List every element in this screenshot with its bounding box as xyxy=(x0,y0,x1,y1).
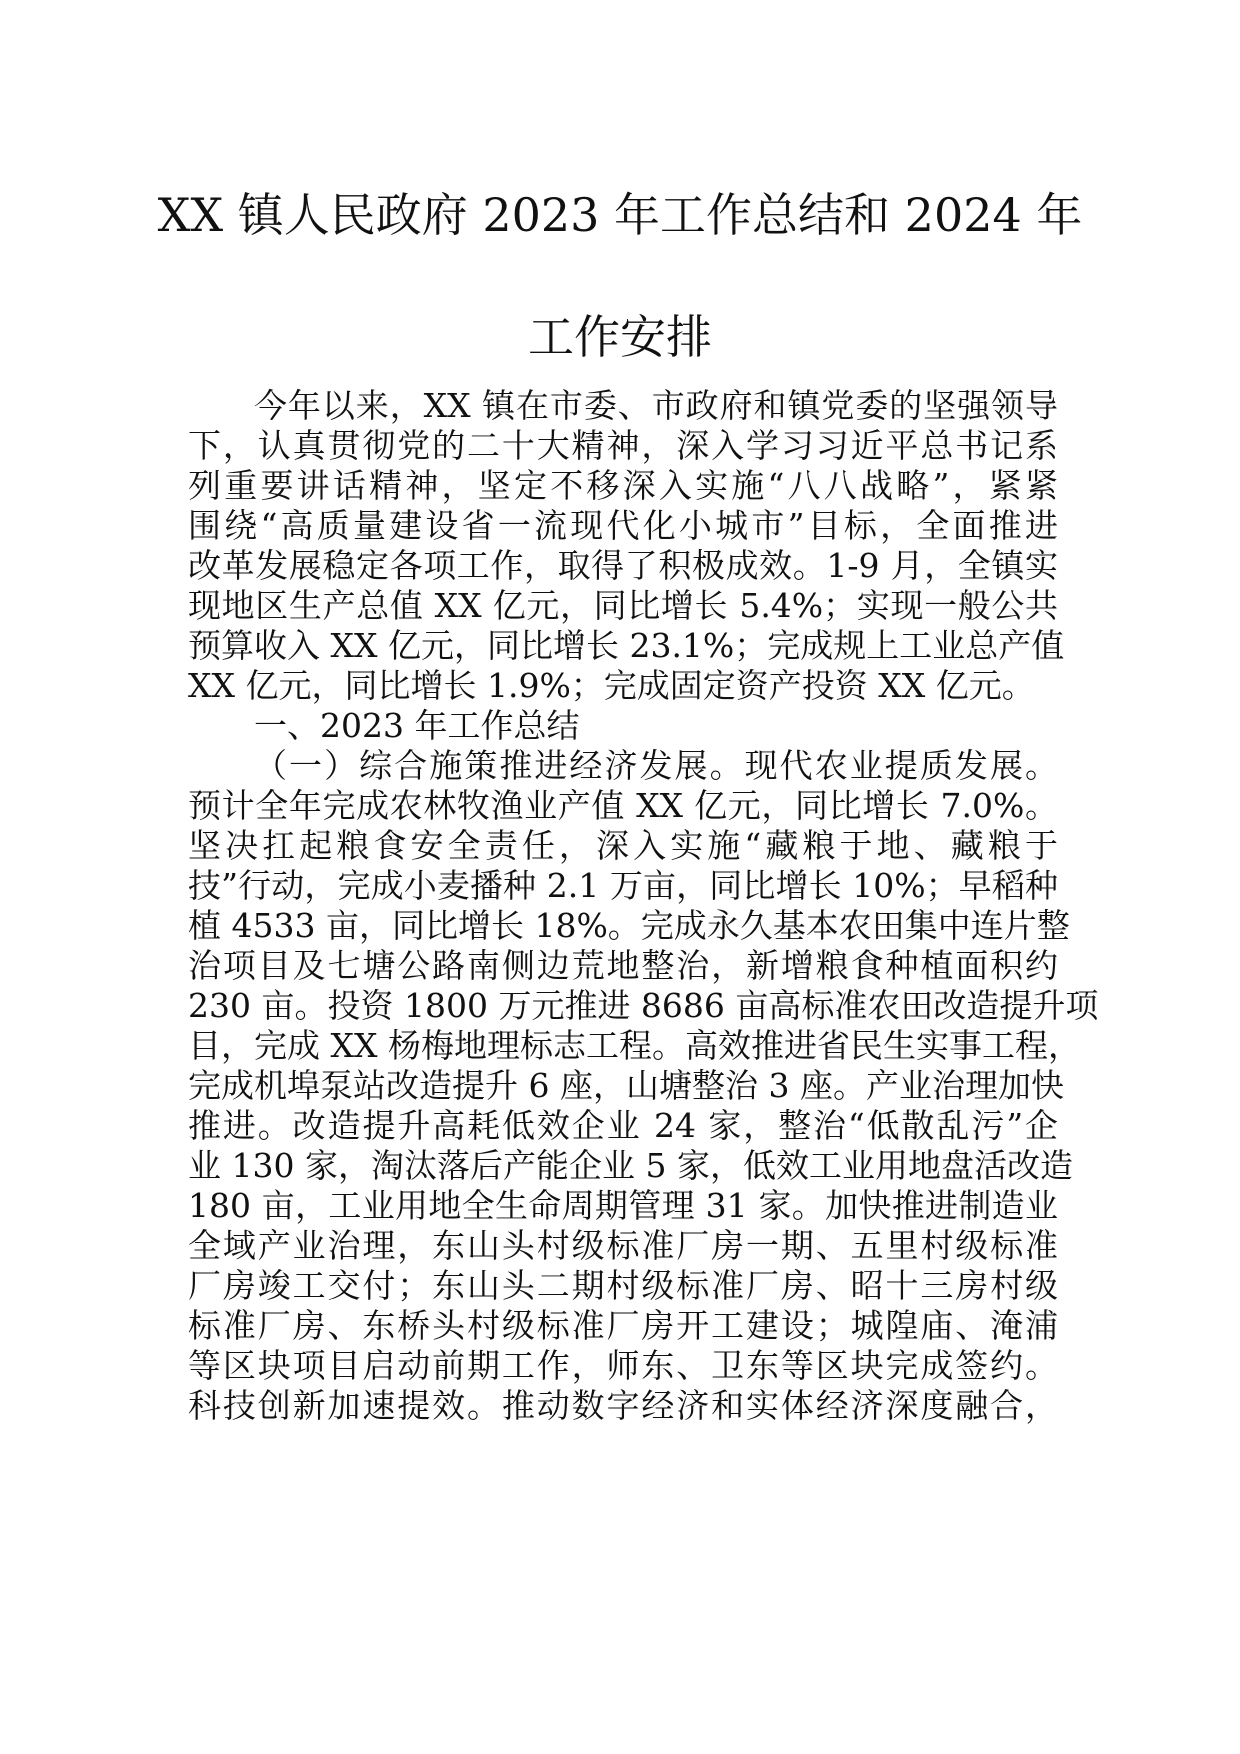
body-text-line: 业 130 家，淘汰落后产能企业 5 家，低效工业用地盘活改造 xyxy=(188,1146,1073,1185)
body-text-line: 230 亩。投资 1800 万元推进 8686 亩高标准农田改造提升项 xyxy=(188,986,1099,1025)
body-text-line: 治项目及七塘公路南侧边荒地整治，新增粮食种植面积约 xyxy=(188,946,1058,985)
body-text-line: 列重要讲话精神，坚定不移深入实施“八八战略”，紧紧 xyxy=(188,466,1058,505)
body-text-line: 推进。改造提升高耗低效企业 24 家，整治“低散乱污”企 xyxy=(188,1106,1058,1145)
section-heading: 一、2023 年工作总结 xyxy=(254,706,580,745)
body-text-line: 等区块项目启动前期工作，师东、卫东等区块完成签约。 xyxy=(188,1346,1058,1385)
body-text-line: 改革发展稳定各项工作，取得了积极成效。1-9 月，全镇实 xyxy=(188,546,1058,585)
body-text-line: 预算收入 XX 亿元，同比增长 23.1%；完成规上工业总产值 xyxy=(188,626,1065,665)
body-text-line: 全域产业治理，东山头村级标准厂房一期、五里村级标准 xyxy=(188,1226,1058,1265)
body-text-line: 目，完成 XX 杨梅地理标志工程。高效推进省民生实事工程， xyxy=(188,1026,1081,1065)
subsection-heading: （一）综合施策推进经济发展。现代农业提质发展。 xyxy=(254,746,1058,785)
body-text-line: 预计全年完成农林牧渔业产值 XX 亿元，同比增长 7.0%。 xyxy=(188,786,1058,825)
body-text-line: 标准厂房、东桥头村级标准厂房开工建设；城隍庙、淹浦 xyxy=(188,1306,1058,1345)
body-text-line: 下，认真贯彻党的二十大精神，深入学习习近平总书记系 xyxy=(188,426,1058,465)
document-title-line-1: XX 镇人民政府 2023 年工作总结和 2024 年 xyxy=(157,188,1083,242)
body-text-line: 技”行动，完成小麦播种 2.1 万亩，同比增长 10%；早稻种 xyxy=(188,866,1058,905)
body-text-line: 完成机埠泵站改造提升 6 座，山塘整治 3 座。产业治理加快 xyxy=(188,1066,1064,1105)
body-text-line: 现地区生产总值 XX 亿元，同比增长 5.4%；实现一般公共 xyxy=(188,586,1058,625)
body-text-line: 坚决扛起粮食安全责任，深入实施“藏粮于地、藏粮于 xyxy=(188,826,1058,865)
body-text-line: 180 亩，工业用地全生命周期管理 31 家。加快推进制造业 xyxy=(188,1186,1058,1225)
body-text-line: 植 4533 亩，同比增长 18%。完成永久基本农田集中连片整 xyxy=(188,906,1070,945)
document-title-line-2: 工作安排 xyxy=(528,310,712,364)
body-text-line: XX 亿元，同比增长 1.9%；完成固定资产投资 XX 亿元。 xyxy=(188,666,1035,705)
body-text-line: 厂房竣工交付；东山头二期村级标准厂房、昭十三房村级 xyxy=(188,1266,1058,1305)
body-text-line: 围绕“高质量建设省一流现代化小城市”目标，全面推进 xyxy=(188,506,1058,545)
body-text-line: 今年以来，XX 镇在市委、市政府和镇党委的坚强领导 xyxy=(254,386,1058,425)
body-text-line: 科技创新加速提效。推动数字经济和实体经济深度融合， xyxy=(188,1386,1058,1425)
